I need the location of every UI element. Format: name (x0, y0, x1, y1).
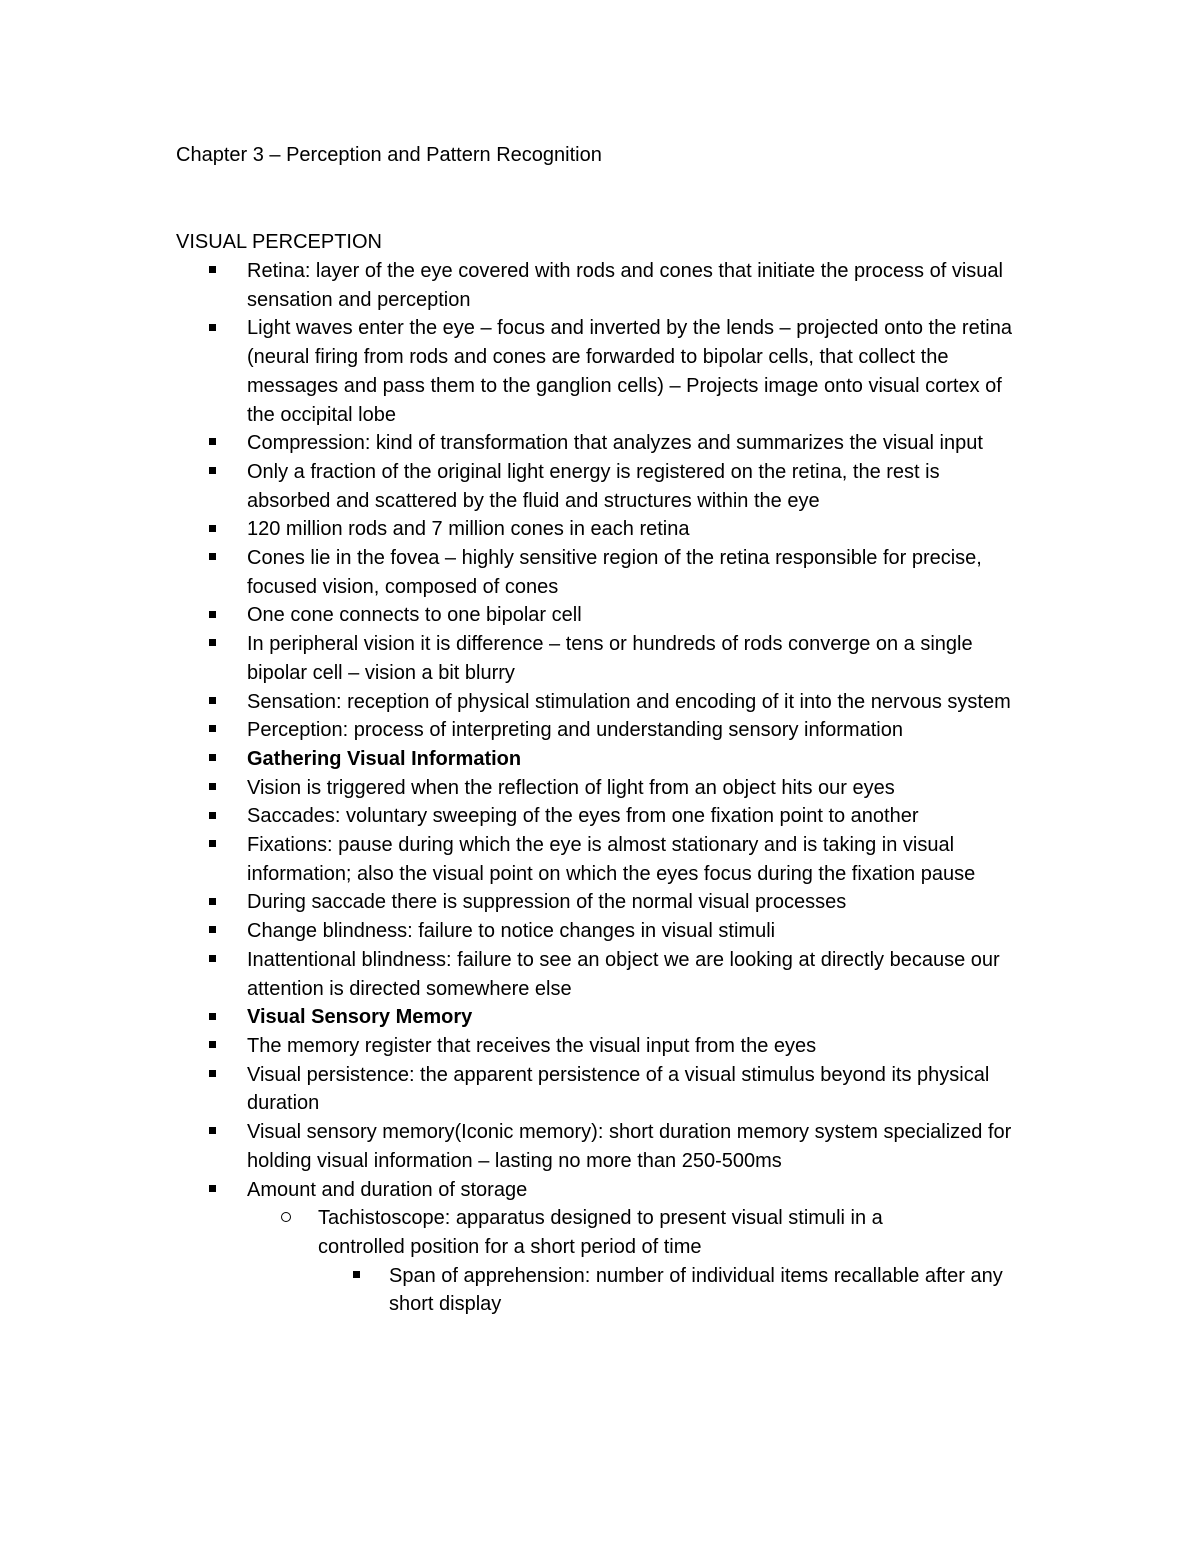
bullet-marker (209, 257, 216, 286)
square-bullet-icon (209, 266, 216, 273)
list-item (0, 544, 1027, 601)
list-item-text: Cones lie in the fovea – highly sensitive region of the retina responsible for precise, focused vision, composed of cones (247, 547, 982, 598)
list-item-text: Saccades: voluntary sweeping of the eyes from one fixation point to another (247, 805, 919, 828)
square-bullet-icon (209, 438, 216, 445)
list-item (0, 802, 1027, 831)
page-title: Chapter 3 – Perception and Pattern Recognition (176, 144, 602, 166)
bullet-marker (209, 774, 216, 803)
list-item-text: Perception: process of interpreting and understanding sensory information (247, 719, 903, 742)
square-bullet-icon (353, 1271, 360, 1278)
section-heading: VISUAL PERCEPTION (176, 231, 382, 253)
bullet-marker (209, 314, 216, 343)
bullet-marker (209, 688, 216, 717)
list-item-text: Only a fraction of the original light energy is registered on the retina, the rest is absorbed and scattered by the fluid and structures within the eye (247, 460, 940, 512)
list-item (0, 458, 1027, 515)
circle-bullet-icon (281, 1212, 291, 1222)
list-item (0, 716, 1027, 745)
square-bullet-icon (209, 553, 216, 560)
bullet-list (0, 257, 1200, 1319)
bullet-marker (209, 802, 216, 831)
list-item-text: One cone connects to one bipolar cell (247, 604, 582, 627)
bullet-marker (209, 1118, 216, 1147)
list-item (0, 601, 1027, 630)
bullet-marker (353, 1262, 360, 1291)
list-item (0, 1032, 1027, 1061)
bullet-marker (209, 601, 216, 630)
bullet-marker (209, 1061, 216, 1090)
list-item-text: Light waves enter the eye – focus and inverted by the lends – projected onto the retina (neural firing from rods and cones are forwarded to bipolar cells, that collect the messages and pass them to the ganglion cells) – Projects image onto visual cortex of the occipital lobe (247, 317, 1012, 426)
square-bullet-icon (209, 1070, 216, 1077)
square-bullet-icon (209, 1041, 216, 1048)
square-bullet-icon (209, 898, 216, 905)
bullet-marker (209, 917, 216, 946)
bullet-marker (209, 745, 216, 774)
list-item-text: Vision is triggered when the reflection of light from an object hits our eyes (247, 776, 895, 799)
list-item (0, 888, 1027, 917)
list-item (0, 1003, 1027, 1032)
list-item (0, 515, 1027, 544)
bullet-marker (209, 946, 216, 975)
list-item (0, 630, 1027, 687)
square-bullet-icon (209, 324, 216, 331)
list-item (0, 946, 1027, 1003)
square-bullet-icon (209, 697, 216, 704)
list-item-text: Tachistoscope: apparatus designed to present visual stimuli in a controlled position for a short period of time (318, 1207, 883, 1258)
bullet-marker (209, 630, 216, 659)
list-item-text: Span of apprehension: number of individual items recallable after any short display (389, 1264, 1003, 1316)
list-item-text: Gathering Visual Information (247, 747, 522, 770)
list-item (0, 774, 1027, 803)
bullet-marker (209, 429, 216, 458)
bullet-marker (209, 1032, 216, 1061)
bullet-marker (209, 888, 216, 917)
list-item-text: Visual Sensory Memory (247, 1006, 473, 1029)
square-bullet-icon (209, 1185, 216, 1192)
square-bullet-icon (209, 467, 216, 474)
bullet-marker (209, 716, 216, 745)
list-item (0, 745, 1027, 774)
list-item-text: Sensation: reception of physical stimulation and encoding of it into the nervous system (247, 690, 1011, 713)
list-item (0, 1204, 938, 1261)
square-bullet-icon (209, 725, 216, 732)
list-item (0, 257, 1027, 314)
list-item (0, 831, 1027, 888)
square-bullet-icon (209, 1127, 216, 1134)
square-bullet-icon (209, 926, 216, 933)
square-bullet-icon (209, 955, 216, 962)
list-item (0, 917, 1027, 946)
square-bullet-icon (209, 783, 216, 790)
list-item-text: Amount and duration of storage (247, 1178, 528, 1201)
list-item (0, 688, 1027, 717)
list-item-text: Fixations: pause during which the eye is almost stationary and is taking in visual information; also the visual point on which the eyes focus during the fixation pause (247, 834, 976, 885)
bullet-marker (209, 1003, 216, 1032)
list-item-text: Retina: layer of the eye covered with rods and cones that initiate the process of visual sensation and perception (247, 260, 1003, 311)
list-item-text: Compression: kind of transformation that analyzes and summarizes the visual input (247, 432, 983, 455)
square-bullet-icon (209, 754, 216, 761)
bullet-marker (209, 831, 216, 860)
list-item (0, 314, 1027, 429)
list-item (0, 1061, 1027, 1118)
bullet-marker (209, 458, 216, 487)
square-bullet-icon (209, 812, 216, 819)
square-bullet-icon (209, 1013, 216, 1020)
square-bullet-icon (209, 639, 216, 646)
list-item-text: The memory register that receives the visual input from the eyes (247, 1034, 817, 1057)
list-item-text: Inattentional blindness: failure to see an object we are looking at directly because our attention is directed somewhere else (247, 948, 1000, 1000)
list-item (0, 1176, 1027, 1205)
bullet-marker (209, 1176, 216, 1205)
list-item-text: During saccade there is suppression of the normal visual processes (247, 891, 847, 914)
list-item-text: Change blindness: failure to notice changes in visual stimuli (247, 920, 776, 943)
bullet-marker (209, 544, 216, 573)
square-bullet-icon (209, 611, 216, 618)
list-item (0, 1262, 1029, 1319)
list-item-text: Visual persistence: the apparent persistence of a visual stimulus beyond its physical duration (247, 1063, 990, 1115)
bullet-marker (281, 1204, 291, 1233)
list-item (0, 429, 1027, 458)
list-item-text: Visual sensory memory(Iconic memory): short duration memory system specialized for holding visual information – lasting no more than 250-500ms (247, 1121, 1012, 1172)
square-bullet-icon (209, 525, 216, 532)
list-item (0, 1118, 1027, 1175)
bullet-marker (209, 515, 216, 544)
list-item-text: In peripheral vision it is difference – tens or hundreds of rods converge on a single bipolar cell – vision a bit blurry (247, 633, 973, 684)
square-bullet-icon (209, 840, 216, 847)
list-item-text: 120 million rods and 7 million cones in each retina (247, 518, 690, 541)
